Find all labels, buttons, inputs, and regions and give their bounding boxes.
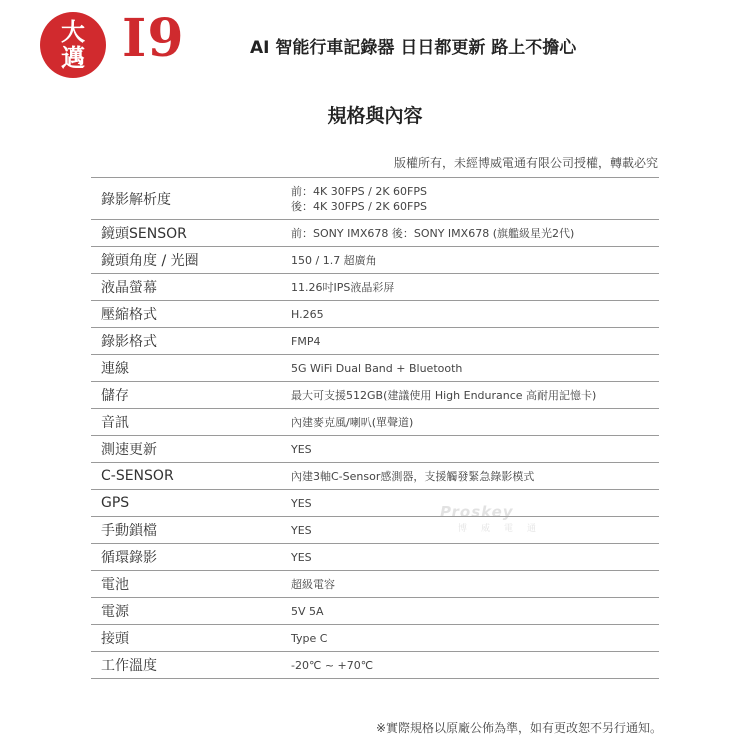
spec-row bbox=[91, 463, 659, 490]
spec-value bbox=[291, 328, 659, 355]
spec-value-line: YES bbox=[291, 442, 312, 456]
spec-row bbox=[91, 517, 659, 544]
spec-label: 工作溫度 bbox=[101, 658, 157, 674]
section-title: 規格與內容 bbox=[327, 105, 423, 127]
brand-badge bbox=[40, 12, 106, 78]
spec-value bbox=[291, 625, 659, 652]
spec-label: 手動鎖檔 bbox=[101, 523, 157, 539]
spec-value bbox=[291, 544, 659, 571]
spec-table-body bbox=[91, 178, 659, 679]
spec-label: 音訊 bbox=[101, 415, 129, 431]
spec-row bbox=[91, 382, 659, 409]
spec-row bbox=[91, 328, 659, 355]
spec-value bbox=[291, 409, 659, 436]
spec-value bbox=[291, 571, 659, 598]
spec-row bbox=[91, 625, 659, 652]
spec-value-line: Type C bbox=[291, 631, 328, 645]
spec-label: 接頭 bbox=[101, 631, 129, 647]
model-name: I9 bbox=[122, 8, 185, 69]
slogan: AI 智能行車記錄器 日日都更新 路上不擔心 bbox=[250, 38, 577, 58]
spec-value bbox=[291, 247, 659, 274]
spec-value-line: 內建3軸C-Sensor感測器，支援觸發緊急錄影模式 bbox=[291, 469, 535, 483]
spec-table bbox=[91, 177, 659, 679]
spec-label: 儲存 bbox=[101, 388, 129, 404]
watermark-brand: Proskey bbox=[440, 503, 514, 521]
spec-row bbox=[91, 220, 659, 247]
spec-value bbox=[291, 274, 659, 301]
spec-value-line: 最大可支援512GB(建議使用 High Endurance 高耐用記憶卡) bbox=[291, 388, 597, 402]
spec-value-line: 內建麥克風/喇叭(單聲道) bbox=[291, 415, 414, 429]
spec-value-line: 150 / 1.7 超廣角 bbox=[291, 253, 377, 267]
spec-value bbox=[291, 436, 659, 463]
spec-row bbox=[91, 490, 659, 517]
spec-label: 液晶螢幕 bbox=[101, 280, 157, 296]
spec-value-line: FMP4 bbox=[291, 334, 321, 348]
spec-value bbox=[291, 652, 659, 679]
spec-label: 電池 bbox=[101, 577, 129, 593]
spec-value-line: YES bbox=[291, 550, 312, 564]
spec-row bbox=[91, 652, 659, 679]
spec-label: 壓縮格式 bbox=[101, 307, 157, 323]
spec-value bbox=[291, 463, 659, 490]
spec-label: 錄影格式 bbox=[101, 334, 157, 350]
spec-value-line: 後：4K 30FPS / 2K 60FPS bbox=[291, 199, 427, 213]
spec-row bbox=[91, 274, 659, 301]
spec-label: C-SENSOR bbox=[101, 468, 174, 484]
spec-label: 測速更新 bbox=[101, 442, 157, 458]
spec-value-line: YES bbox=[291, 523, 312, 537]
spec-row bbox=[91, 247, 659, 274]
spec-label: 電源 bbox=[101, 604, 129, 620]
brand-badge-text: 大邁 bbox=[61, 18, 85, 72]
spec-row bbox=[91, 544, 659, 571]
spec-label: GPS bbox=[101, 495, 130, 511]
spec-row bbox=[91, 301, 659, 328]
spec-value-line: 前：4K 30FPS / 2K 60FPS bbox=[291, 184, 427, 198]
spec-label: 鏡頭SENSOR bbox=[101, 226, 187, 242]
spec-value-line: -20℃ ~ +70℃ bbox=[291, 658, 374, 672]
spec-value-line: 11.26吋IPS液晶彩屏 bbox=[291, 280, 395, 294]
spec-label: 鏡頭角度 / 光圈 bbox=[101, 253, 199, 269]
spec-value bbox=[291, 178, 659, 220]
spec-label: 連線 bbox=[101, 361, 129, 377]
spec-value bbox=[291, 220, 659, 247]
spec-value bbox=[291, 598, 659, 625]
spec-value bbox=[291, 517, 659, 544]
copyright-notice: 版權所有，未經博威電通有限公司授權，轉載必究 bbox=[393, 156, 658, 170]
spec-value-line: YES bbox=[291, 496, 312, 510]
spec-label: 循環錄影 bbox=[101, 550, 157, 566]
spec-label: 錄影解析度 bbox=[101, 191, 171, 208]
spec-row bbox=[91, 355, 659, 382]
spec-row bbox=[91, 598, 659, 625]
spec-value bbox=[291, 355, 659, 382]
spec-value-line: 前：SONY IMX678 後：SONY IMX678 (旗艦級星光2代) bbox=[291, 226, 575, 240]
spec-row bbox=[91, 409, 659, 436]
spec-row bbox=[91, 178, 659, 220]
spec-value-line: 5G WiFi Dual Band + Bluetooth bbox=[291, 361, 463, 375]
footnote: ※實際規格以原廠公佈為準，如有更改恕不另行通知。 bbox=[375, 721, 662, 735]
spec-value bbox=[291, 382, 659, 409]
spec-value bbox=[291, 490, 659, 517]
spec-value-line: 超級電容 bbox=[291, 577, 335, 591]
spec-row bbox=[91, 436, 659, 463]
spec-row bbox=[91, 571, 659, 598]
spec-value-line: 5V 5A bbox=[291, 604, 324, 618]
spec-value bbox=[291, 301, 659, 328]
spec-value-line: H.265 bbox=[291, 307, 324, 321]
watermark-sub: 博威電通 bbox=[458, 524, 551, 534]
